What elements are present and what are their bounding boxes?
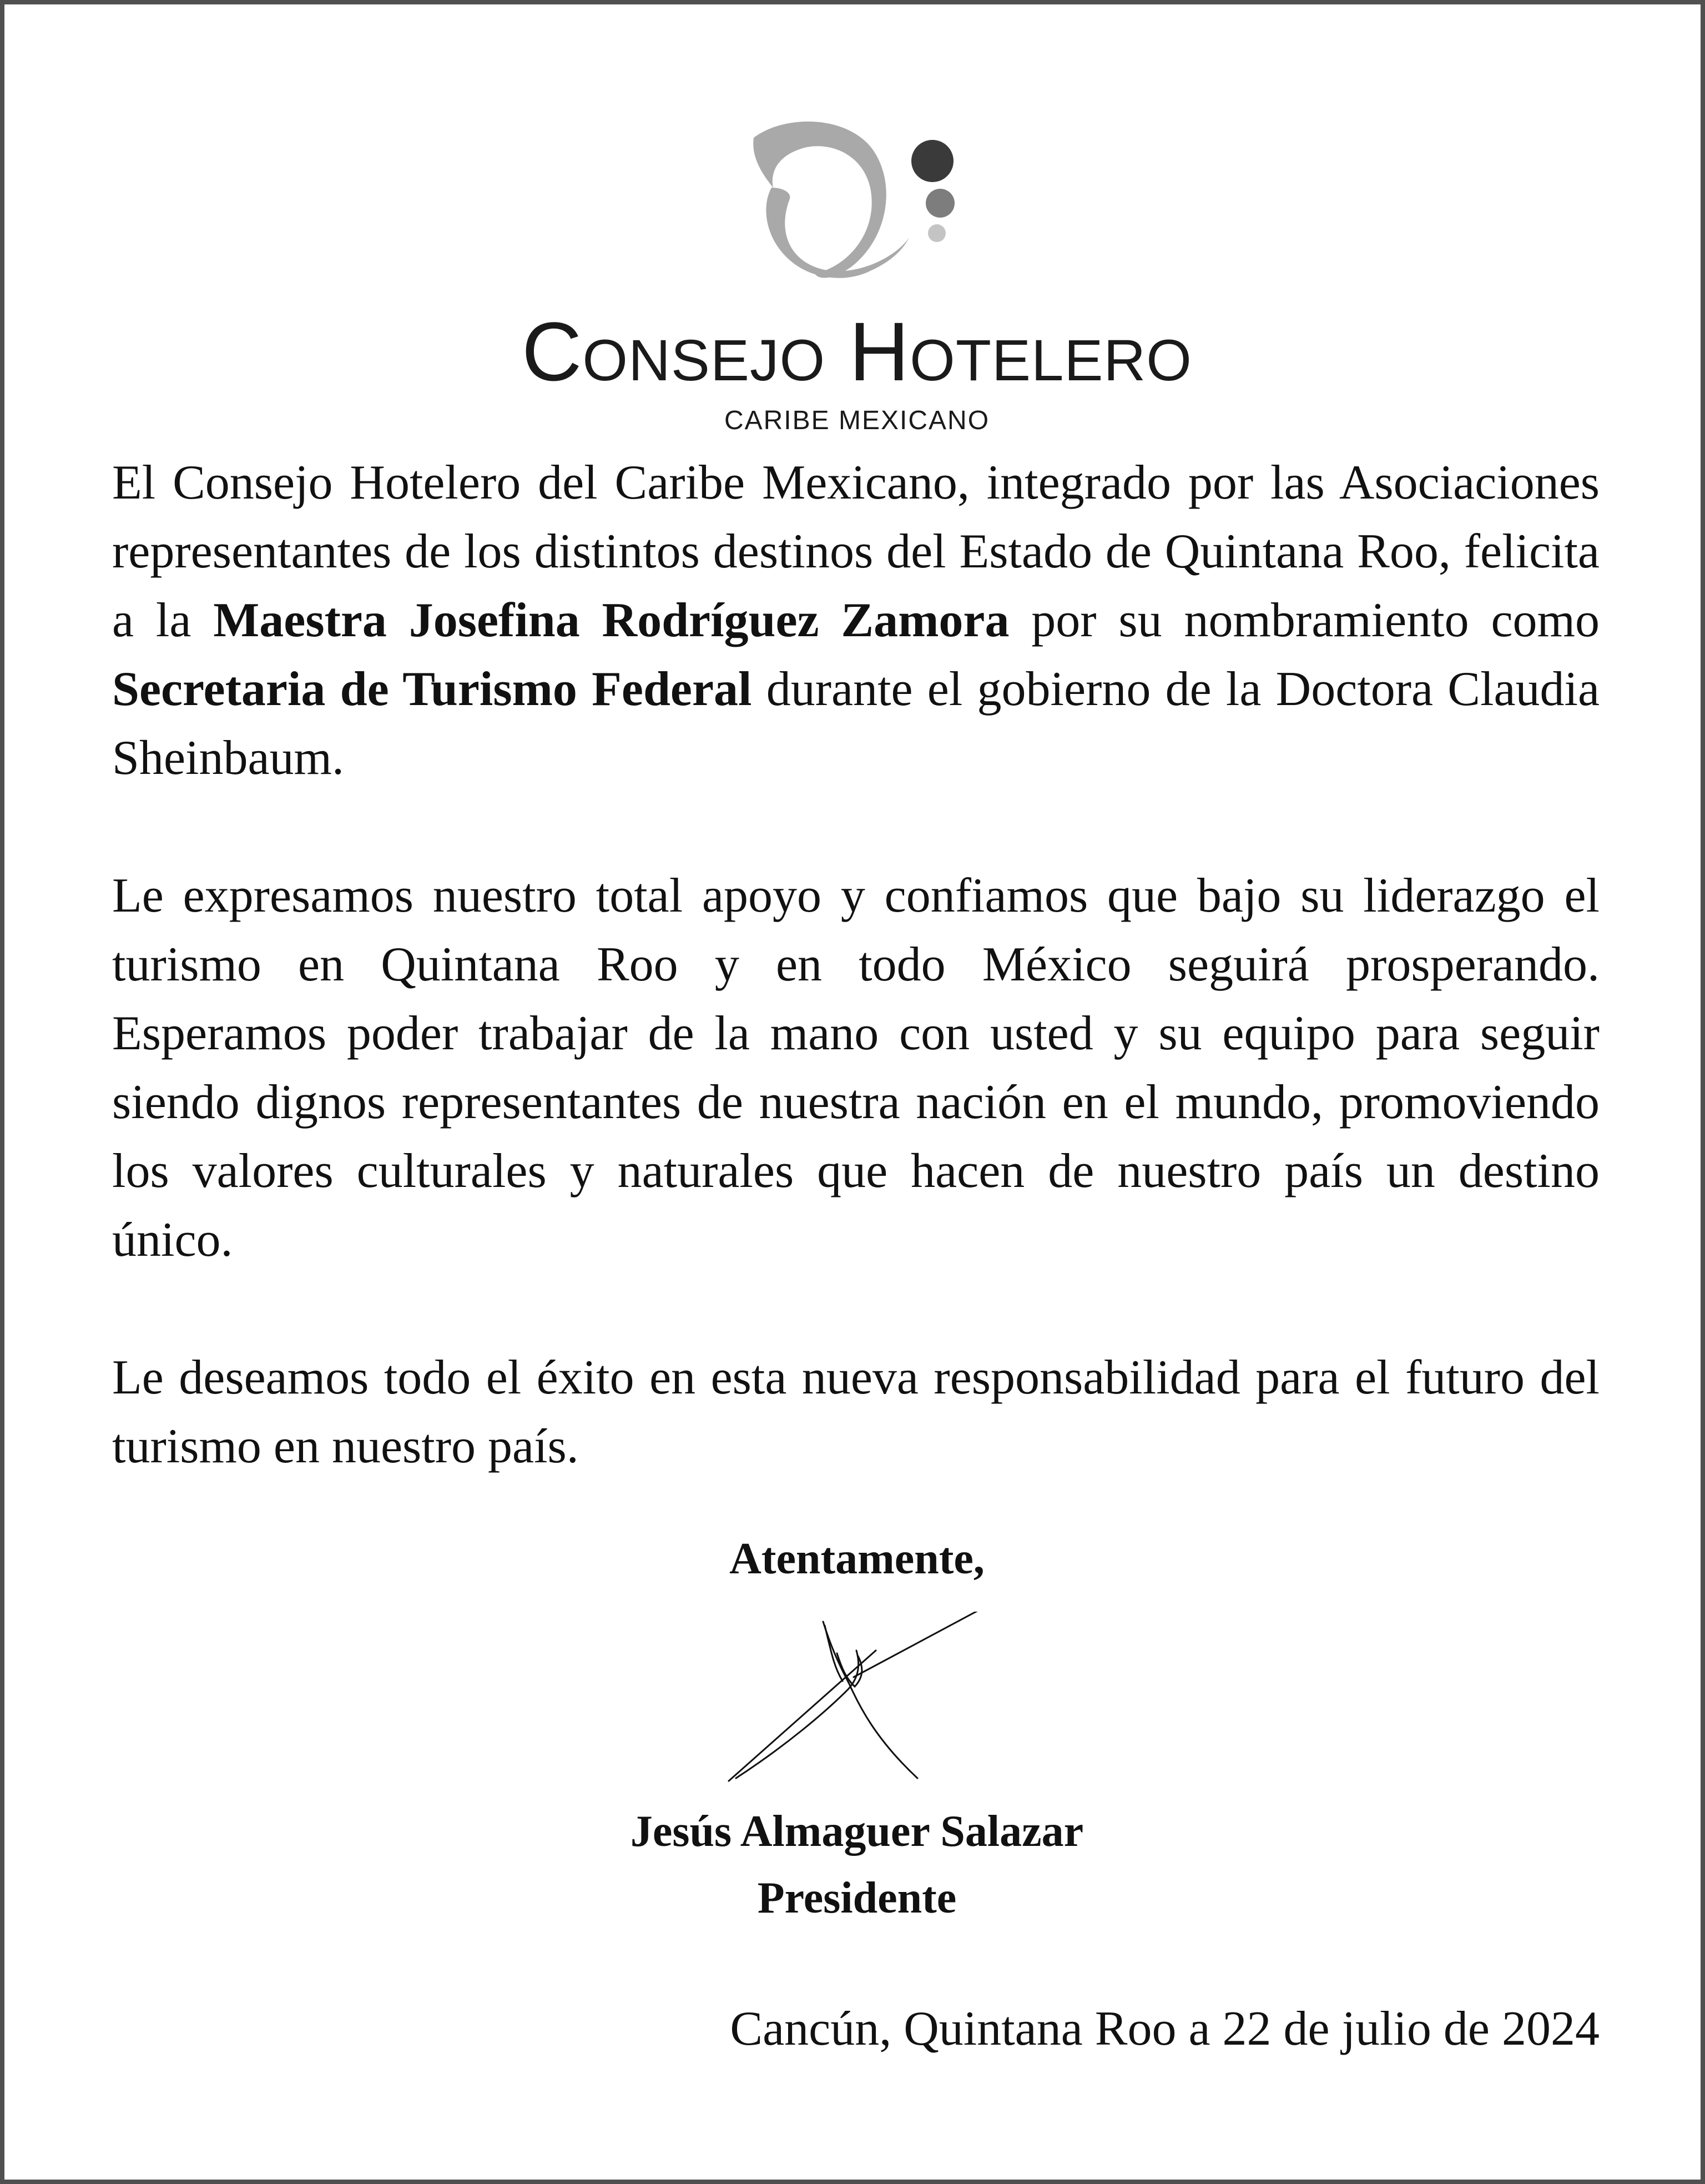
letter-body [112,449,1600,1550]
closing-salutation: Atentamente, [729,1534,985,1583]
paragraph-congratulation: El Consejo Hotelero del Caribe Mexicano, integrado por las Asociaciones representantes de los distintos destinos del Estado de Quintana Roo, felicita a la Maestra Josefina Rodríguez Zamora por su nombramiento como Secretaria de Turismo Federal durante el gobierno de la Doctora Claudia Sheinbaum. [112,456,1600,785]
paragraph-wishes: Le deseamos todo el éxito en esta nueva responsabilidad para el futuro del turismo en nuestro país. [112,1351,1600,1473]
logo-subtitle: CARIBE MEXICANO [724,406,990,435]
logo-title: Consejo Hotelero [522,305,1192,398]
signer-name: Jesús Almaguer Salazar [630,1807,1084,1856]
appointment-title: Secretaria de Turismo Federal [112,662,752,716]
paragraph-support: Le expresamos nuestro total apoyo y confiamos que bajo su liderazgo el turismo en Quintana Roo y en todo México seguirá prosperando. Esperamos poder trabajar de la mano con usted y su equipo para seguir siendo dignos representantes de nuestra nación en el mundo, promoviendo los valores culturales y naturales que hacen de nuestro país un destino único. [112,869,1600,1267]
appointee-name: Maestra Josefina Rodríguez Zamora [213,593,1010,647]
signer-role: Presidente [757,1874,957,1923]
place-and-date: Cancún, Quintana Roo a 22 de julio de 2024 [730,2002,1600,2056]
handwritten-signature [720,1612,987,1784]
wave-with-dots-logo-icon [737,115,981,288]
